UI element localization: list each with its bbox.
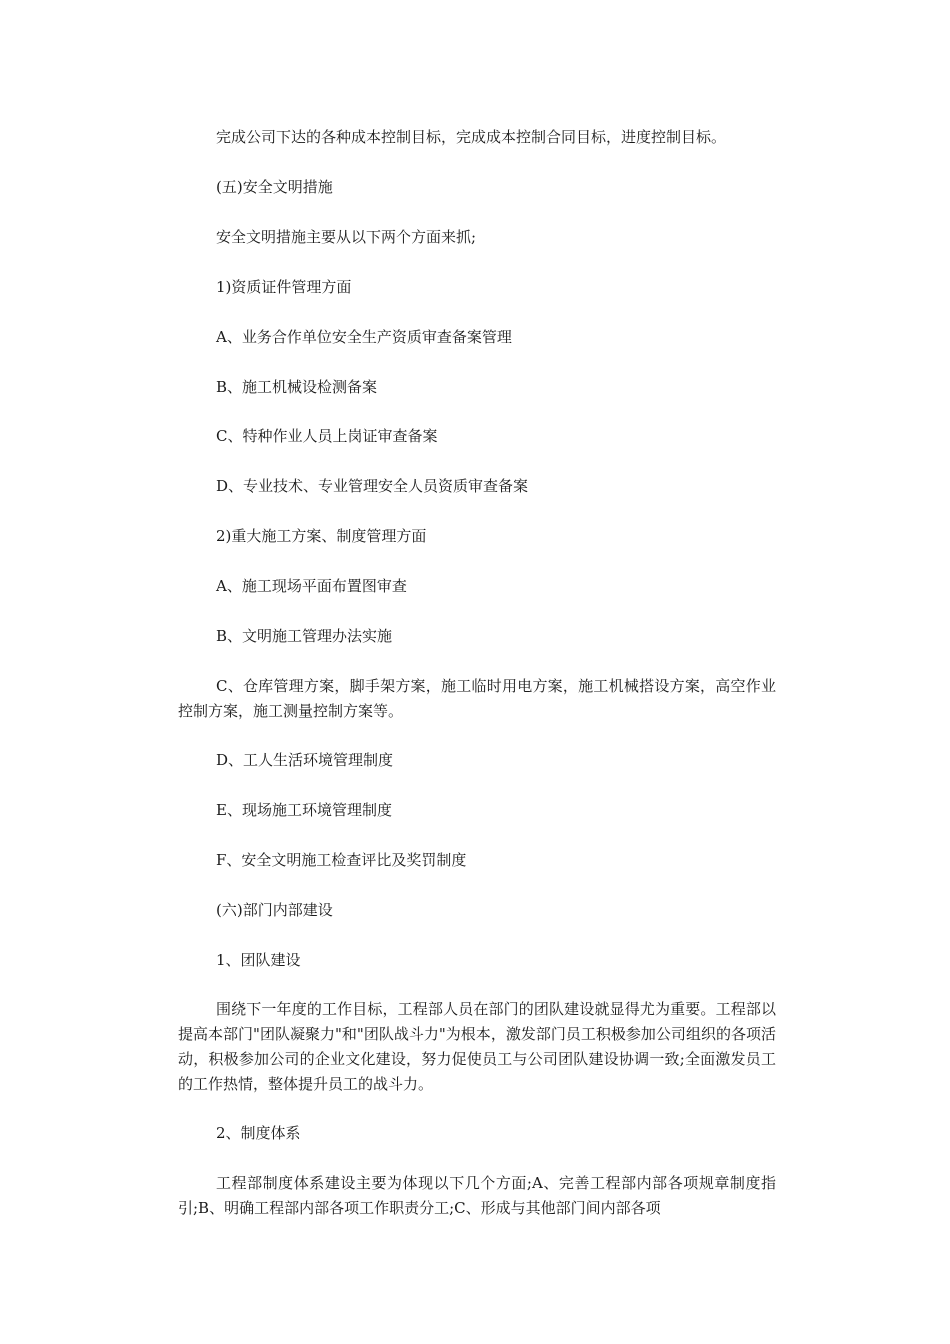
- list-item-a1: A、业务合作单位安全生产资质审查备案管理: [216, 328, 512, 346]
- heading-safety-measures: (五)安全文明措施: [216, 178, 333, 196]
- paragraph-team-building: 围绕下一年度的工作目标，工程部人员在部门的团队建设就显得尤为重要。工程部以提高本部门"团队凝聚力"和"团队战斗力"为根本，激发部门员工积极参加公司组织的各项活动，积极参加公司的企业文化建设，努力促使员工与公司团队建设协调一致;全面激发员工的工作热情，整体提升员工的战斗力。: [178, 1000, 776, 1093]
- list-item-d1: D、专业技术、专业管理安全人员资质审查备案: [216, 477, 529, 495]
- list-item-c1: C、特种作业人员上岗证审查备案: [216, 427, 438, 445]
- heading-department-building: (六)部门内部建设: [216, 901, 333, 919]
- paragraph-system: 工程部制度体系建设主要为体现以下几个方面;A、完善工程部内部各项规章制度指引;B、明确工程部内部各项工作职责分工;C、形成与其他部门间内部各项: [178, 1174, 776, 1217]
- subheading-major-plans: 2)重大施工方案、制度管理方面: [216, 527, 427, 545]
- list-item-d2: D、工人生活环境管理制度: [216, 751, 394, 769]
- subheading-qualification: 1)资质证件管理方面: [216, 278, 352, 296]
- subheading-team-building: 1、团队建设: [216, 951, 301, 969]
- list-item-c2: C、仓库管理方案，脚手架方案，施工临时用电方案，施工机械搭设方案，高空作业控制方案，施工测量控制方案等。: [178, 677, 776, 720]
- list-item-f2: F、安全文明施工检查评比及奖罚制度: [216, 851, 467, 869]
- list-item-b1: B、施工机械设检测备案: [216, 378, 378, 396]
- list-item-a2: A、施工现场平面布置图审查: [216, 577, 407, 595]
- list-item-e2: E、现场施工环境管理制度: [216, 801, 392, 819]
- paragraph-safety-intro: 安全文明措施主要从以下两个方面来抓;: [216, 228, 477, 246]
- paragraph-cost-targets: 完成公司下达的各种成本控制目标，完成成本控制合同目标，进度控制目标。: [216, 128, 727, 146]
- subheading-system: 2、制度体系: [216, 1124, 301, 1142]
- list-item-b2: B、文明施工管理办法实施: [216, 627, 393, 645]
